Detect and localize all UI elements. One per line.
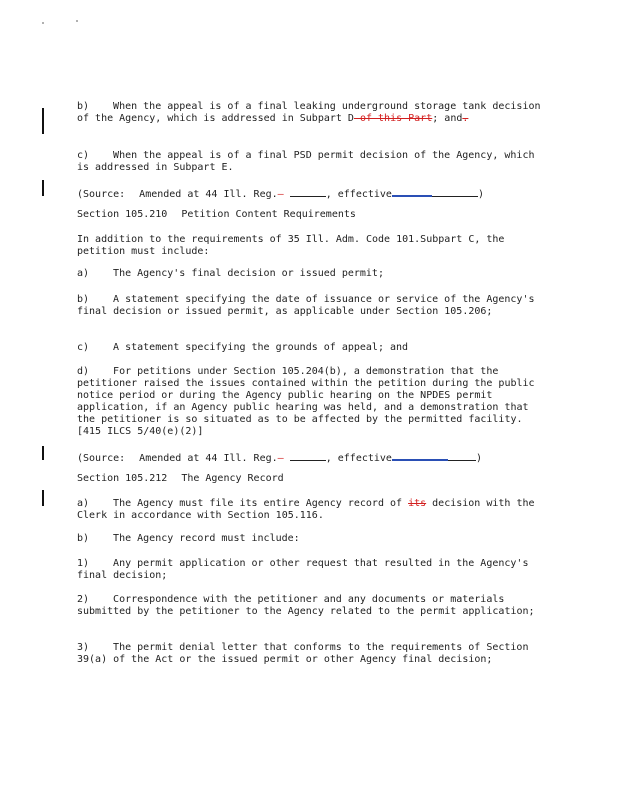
item-label: b) xyxy=(77,101,90,112)
revision-bar xyxy=(42,446,44,460)
item-label: 3) xyxy=(77,642,90,653)
revision-bar xyxy=(42,180,44,196)
section-105-212-heading: Section 105.212 The Agency Record xyxy=(77,473,284,484)
statute-citation: [415 ILCS 5/40(e)(2)] xyxy=(77,426,204,437)
item-label: 2) xyxy=(77,594,90,605)
deleted-text: . xyxy=(462,113,469,124)
item-label: b) xyxy=(77,533,90,544)
paragraph-3-denial-letter: 3) The permit denial letter that conforms to the requirements of Section 39(a) of the Act or the issued permit or other Agency final decision; xyxy=(77,642,529,665)
inserted-text: — xyxy=(277,453,284,464)
paragraph-b-leaking-ust: b) When the appeal is of a final leaking underground storage tank decision of the Agency, which is addressed in Subpart D of this Part; and. xyxy=(77,101,541,124)
blank-line xyxy=(290,187,326,197)
item-label: c) xyxy=(77,342,90,353)
source-note-1: (Source: Amended at 44 Ill. Reg.— , effective ) xyxy=(77,186,547,201)
paragraph-b-record-include: b) The Agency record must include: xyxy=(77,533,300,544)
section-105-210-heading: Section 105.210 Petition Content Requirements xyxy=(77,209,356,220)
blank-line xyxy=(448,451,476,461)
scan-speck xyxy=(76,20,78,22)
revision-bar xyxy=(42,108,44,134)
item-label: a) xyxy=(77,498,90,509)
revision-bar xyxy=(42,490,44,506)
paragraph-c-grounds: c) A statement specifying the grounds of appeal; and xyxy=(77,342,409,353)
item-label: d) xyxy=(77,366,90,377)
paragraph-b-date-statement: b) A statement specifying the date of issuance or service of the Agency's final decision or issued permit, as applicable under Section 105.206; xyxy=(77,294,535,317)
blank-line xyxy=(392,186,432,197)
deleted-text: its xyxy=(408,498,427,509)
item-label: a) xyxy=(77,268,90,279)
item-label: b) xyxy=(77,294,90,305)
item-label: c) xyxy=(77,150,90,161)
section-105-210-intro: In addition to the requirements of 35 Ill. Adm. Code 101.Subpart C, the petition must include: xyxy=(77,234,505,257)
source-note-2: (Source: Amended at 44 Ill. Reg.— , effective ) xyxy=(77,450,547,465)
blank-line xyxy=(432,187,478,197)
scan-speck xyxy=(42,22,44,24)
item-label: 1) xyxy=(77,558,90,569)
paragraph-2-correspondence: 2) Correspondence with the petitioner and any documents or materials submitted by the petitioner to the Agency related to the permit application; xyxy=(77,594,535,617)
deleted-text: of this Part xyxy=(353,113,433,124)
paragraph-a-final-decision: a) The Agency's final decision or issued permit; xyxy=(77,268,384,279)
paragraph-1-permit-application: 1) Any permit application or other request that resulted in the Agency's final decision; xyxy=(77,558,529,581)
blank-line xyxy=(290,451,326,461)
blank-line xyxy=(392,450,448,461)
paragraph-d-petitions: d) For petitions under Section 105.204(b), a demonstration that the petitioner raised the issues contained within the petition during the public notice period or during the Agency public hearing on the NPDES permit application, if an Agency public hearing was held, and a demonstration that the petitioner is so situated as to be affected by the permitted facility.[415 ILCS 5/40(e)(2)] xyxy=(77,366,535,437)
paragraph-a-file-record: a) The Agency must file its entire Agency record of its decision with the Clerk in accordance with Section 105.116. xyxy=(77,498,535,521)
paragraph-c-psd: c) When the appeal is of a final PSD permit decision of the Agency, which is addressed in Subpart E. xyxy=(77,150,535,173)
inserted-text: — xyxy=(277,189,284,200)
